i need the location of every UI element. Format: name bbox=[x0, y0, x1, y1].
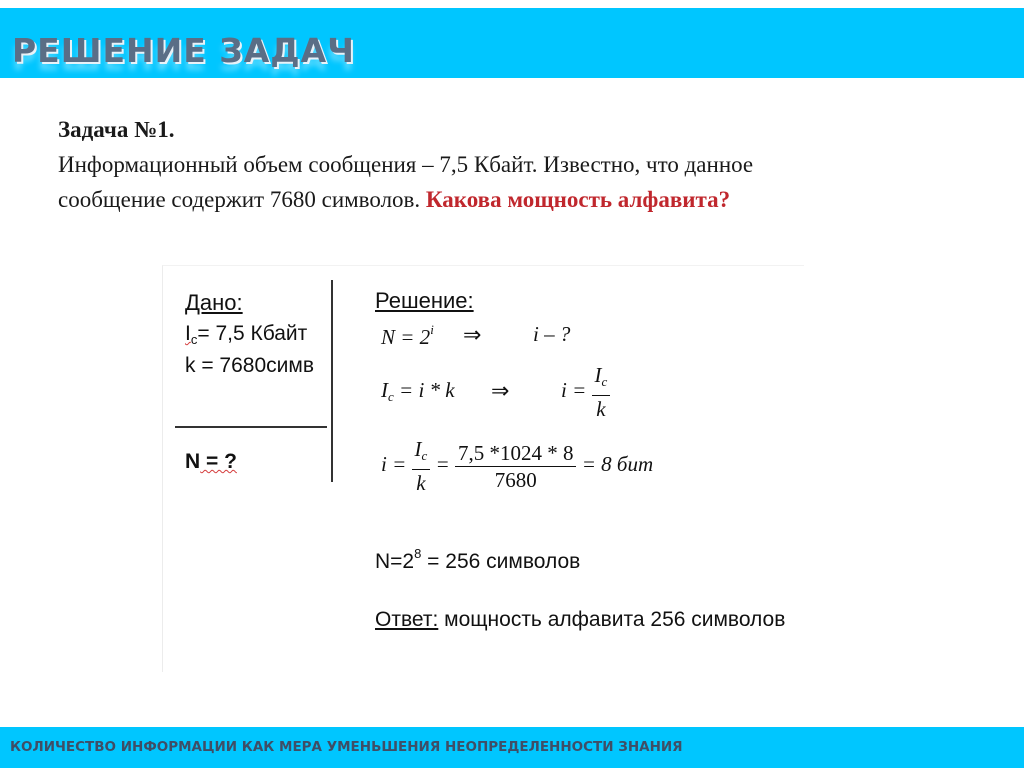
divider-horizontal bbox=[175, 426, 327, 428]
equation-2: $I_c = i * k$ bbox=[381, 378, 455, 404]
task-line-1: Информационный объем сообщения – 7,5 Кбайт. Известно, что данное bbox=[58, 152, 754, 177]
task-question: Какова мощность алфавита? bbox=[425, 187, 731, 212]
equation-1-right: i – ? bbox=[533, 322, 571, 346]
footer-text: КОЛИЧЕСТВО ИНФОРМАЦИИ КАК МЕРА УМЕНЬШЕНИЯ НЕОПРЕДЕЛЕННОСТИ ЗНАНИЯ bbox=[10, 739, 683, 755]
slide-title: РЕШЕНИЕ ЗАДАЧ bbox=[12, 31, 355, 70]
task-text bbox=[58, 112, 958, 217]
header-bar bbox=[0, 8, 1024, 78]
task-heading: Задача №1. bbox=[58, 117, 175, 142]
arrow-1: ⇒ bbox=[463, 322, 482, 347]
equation-2-right: i = $\frac{I_c}{k}$ bbox=[561, 362, 610, 422]
equation-4: $N=2^8 = 256$ символов bbox=[375, 546, 581, 573]
given-k: k = 7680симв bbox=[185, 354, 314, 377]
answer: Ответ: мощность алфавита 256 символов bbox=[375, 608, 786, 631]
solution-title: Решение: bbox=[375, 288, 474, 313]
task-line-2: сообщение содержит 7680 символов. bbox=[58, 187, 426, 212]
find-n: N = ? bbox=[185, 450, 237, 473]
given-ic: $I_c= 7,5$ Кбайт bbox=[185, 322, 308, 347]
equation-1: $N = 2^i$ bbox=[381, 322, 434, 349]
equation-3: i = $\frac{I_c}{k}$ = $\frac{7,5 *1024 * 8}{7680}$ = 8 бит bbox=[381, 437, 654, 495]
footer-bar bbox=[0, 727, 1024, 768]
divider-vertical bbox=[331, 280, 333, 482]
given-title: Дано: bbox=[185, 290, 243, 315]
solution-image bbox=[162, 265, 804, 672]
arrow-2: ⇒ bbox=[491, 378, 510, 403]
